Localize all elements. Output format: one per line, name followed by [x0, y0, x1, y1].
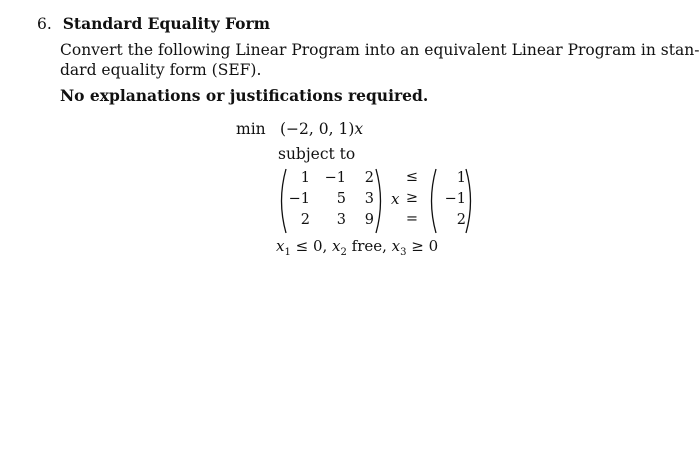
rhs-cell: 1 — [456, 170, 466, 186]
objective-sense: min — [236, 120, 266, 138]
objective-variable: x — [354, 120, 364, 138]
matrix-cell: 3 — [364, 191, 374, 207]
relation-eq: = — [405, 211, 419, 227]
instruction-text: No explanations or justifications required. — [60, 86, 429, 105]
prompt-line-1: Convert the following Linear Program into an equivalent Linear Program in stan- — [60, 41, 700, 59]
relation-ge: ≥ — [405, 190, 419, 206]
rhs-cell: −1 — [444, 191, 466, 207]
rhs-cell: 2 — [456, 212, 466, 228]
var-x2-sub: 2 — [340, 247, 347, 258]
var-x3: x — [391, 237, 401, 255]
objective-expression — [280, 120, 363, 138]
var-x1-cond: ≤ 0, — [290, 237, 333, 255]
matrix-cell: 2 — [364, 170, 374, 186]
matrix-cell: −1 — [324, 170, 346, 186]
question-title: Standard Equality Form — [62, 14, 271, 33]
question-header — [37, 14, 270, 33]
matrix-cell: −1 — [288, 191, 310, 207]
var-x3-cond: ≥ 0 — [406, 237, 439, 255]
relation-le: ≤ — [405, 169, 419, 185]
var-x3-sub: 3 — [400, 247, 407, 258]
matrix-cell: 5 — [336, 191, 346, 207]
var-x2-cond: free, — [346, 237, 392, 255]
matrix-cell: 2 — [300, 212, 310, 228]
constraint-system — [276, 168, 536, 234]
constraint-variable: x — [391, 190, 400, 208]
matrix-cell: 3 — [336, 212, 346, 228]
var-x1: x — [276, 237, 285, 255]
objective-vector: (−2, 0, 1) — [280, 120, 355, 138]
var-x1-sub: 1 — [284, 247, 291, 258]
matrix-cell: 1 — [300, 170, 310, 186]
subject-to-label: subject to — [278, 145, 356, 163]
prompt-line-2: dard equality form (SEF). — [60, 61, 262, 79]
matrix-cell: 9 — [364, 212, 374, 228]
question-number: 6. — [37, 15, 52, 33]
var-x2: x — [332, 237, 341, 255]
variable-constraints — [276, 237, 438, 258]
rhs-right-paren — [464, 168, 476, 234]
matrix-right-paren — [374, 168, 386, 234]
coefficient-matrix — [288, 170, 380, 232]
